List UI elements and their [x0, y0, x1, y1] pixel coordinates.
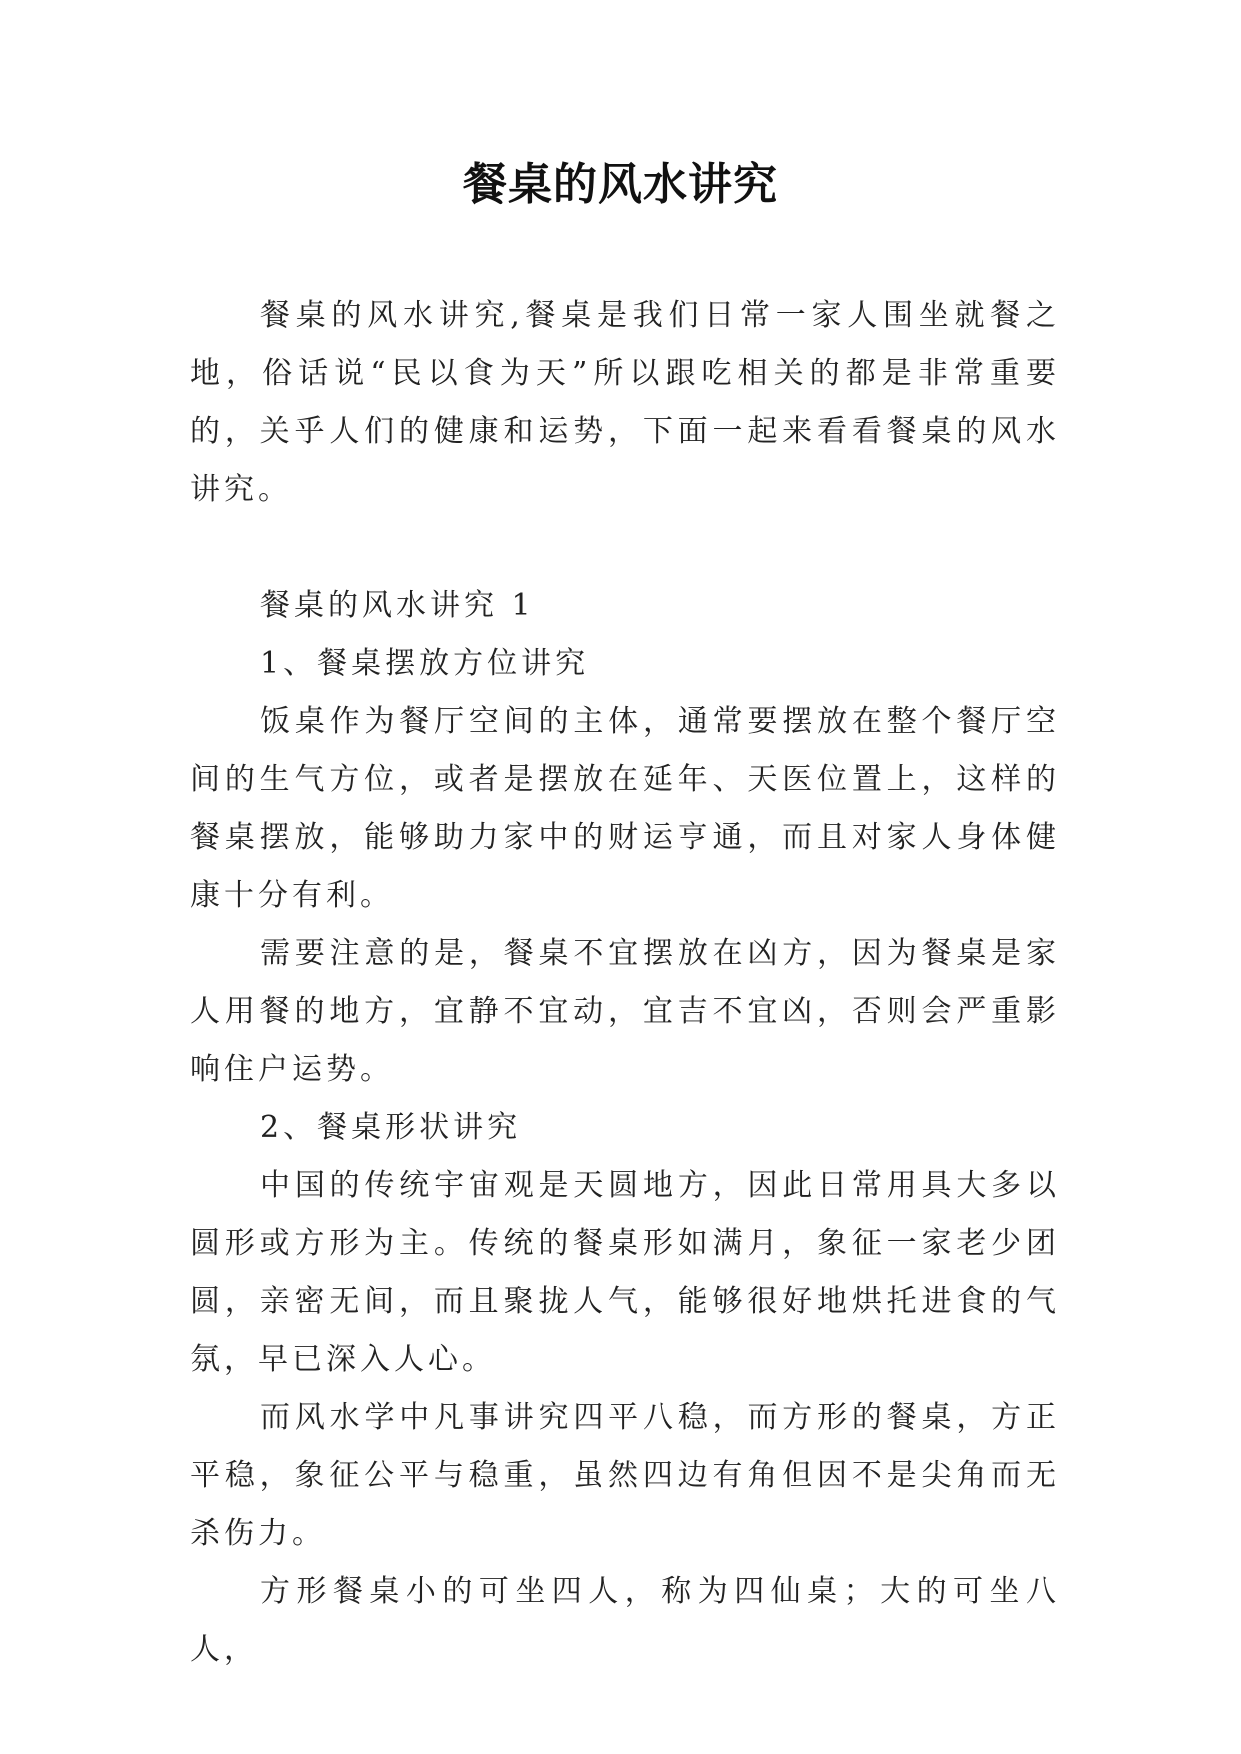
- document-title: 餐桌的风水讲究: [463, 159, 778, 210]
- subsection-heading: 2、餐桌形状讲究: [260, 1110, 522, 1145]
- section-heading: 餐桌的风水讲究 1: [260, 588, 535, 623]
- body-paragraph: 需要注意的是，餐桌不宜摆放在凶方，因为餐桌是家人用餐的地方，宜静不宜动，宜吉不宜凶，否则会严重影响住户运势。: [190, 936, 1060, 1087]
- body-paragraph: 饭桌作为餐厅空间的主体，通常要摆放在整个餐厅空间的生气方位，或者是摆放在延年、天医位置上，这样的餐桌摆放，能够助力家中的财运亨通，而且对家人身体健康十分有利。: [190, 704, 1060, 913]
- intro-paragraph: 餐桌的风水讲究,餐桌是我们日常一家人围坐就餐之地，俗话说“民以食为天”所以跟吃相关的都是非常重要的，关乎人们的健康和运势，下面一起来看看餐桌的风水讲究。: [190, 298, 1060, 507]
- body-paragraph: 中国的传统宇宙观是天圆地方，因此日常用具大多以圆形或方形为主。传统的餐桌形如满月，象征一家老少团圆，亲密无间，而且聚拢人气，能够很好地烘托进食的气氛，早已深入人心。: [190, 1168, 1060, 1377]
- body-paragraph: 方形餐桌小的可坐四人，称为四仙桌；大的可坐八人，: [190, 1574, 1060, 1667]
- body-paragraph: 而风水学中凡事讲究四平八稳，而方形的餐桌，方正平稳，象征公平与稳重，虽然四边有角但因不是尖角而无杀伤力。: [190, 1400, 1060, 1551]
- document-body: [190, 287, 1060, 1679]
- subsection-heading: 1、餐桌摆放方位讲究: [260, 646, 590, 681]
